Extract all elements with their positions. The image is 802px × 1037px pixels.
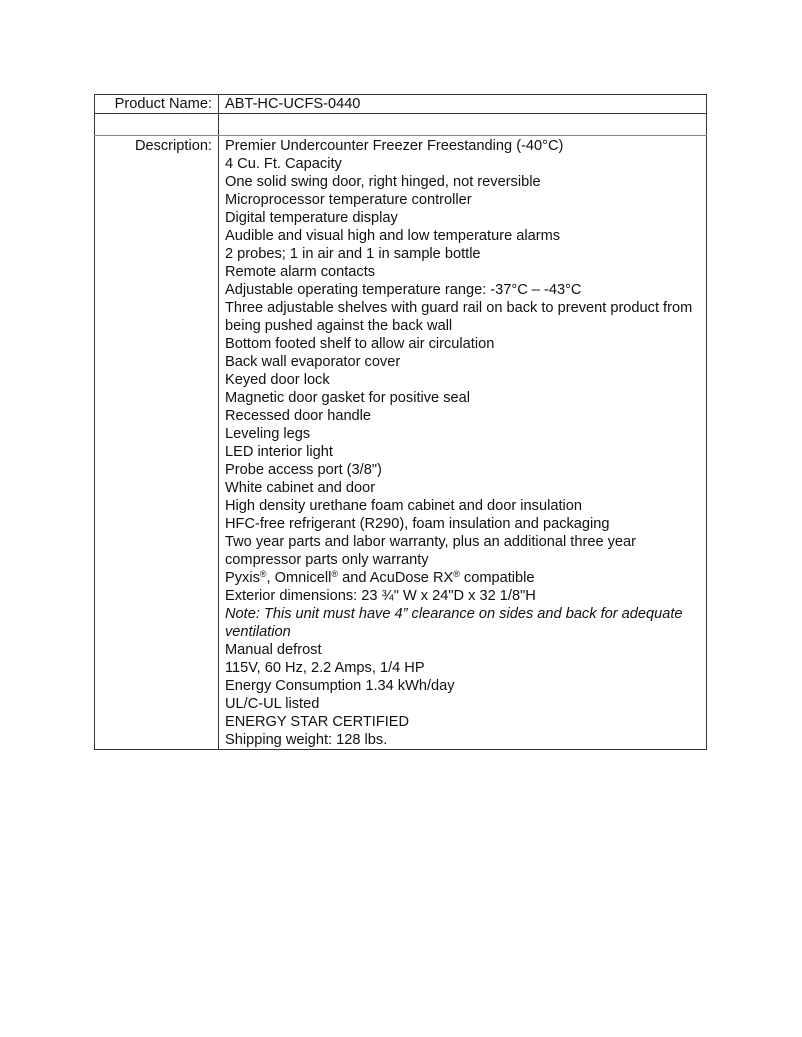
product-name-row <box>95 95 707 114</box>
registered-mark: ® <box>331 569 339 579</box>
description-line: Microprocessor temperature controller <box>225 192 472 208</box>
brand-omnicell: Omnicell <box>274 570 332 586</box>
compat-suffix: compatible <box>459 570 535 586</box>
description-label: Description: <box>95 136 219 750</box>
description-line: Audible and visual high and low temperature alarms <box>225 228 561 244</box>
description-value <box>219 136 707 750</box>
description-line: 4 Cu. Ft. Capacity <box>225 156 342 172</box>
description-line: High density urethane foam cabinet and door insulation <box>225 498 582 514</box>
product-name-value: ABT-HC-UCFS-0440 <box>219 95 707 114</box>
compatibility-line <box>225 569 702 587</box>
registered-mark: ® <box>259 569 267 579</box>
description-line: HFC-free refrigerant (R290), foam insulation and packaging <box>225 516 610 532</box>
description-line: Adjustable operating temperature range: -37°C – -43°C <box>225 282 582 298</box>
product-spec-table <box>94 94 707 750</box>
description-row <box>95 136 707 750</box>
description-line: ENERGY STAR CERTIFIED <box>225 714 410 730</box>
description-line: Exterior dimensions: 23 ¾" W x 24"D x 32 1/8"H <box>225 588 536 604</box>
description-line: Remote alarm contacts <box>225 264 376 280</box>
description-line: Back wall evaporator cover <box>225 354 401 370</box>
description-line: One solid swing door, right hinged, not reversible <box>225 174 541 190</box>
description-line: Two year parts and labor warranty, plus an additional three year compressor parts only warranty <box>225 534 637 568</box>
description-line: Manual defrost <box>225 642 322 658</box>
description-line: Recessed door handle <box>225 408 372 424</box>
description-line: Bottom footed shelf to allow air circulation <box>225 336 495 352</box>
description-line: Shipping weight: 128 lbs. <box>225 732 388 748</box>
description-line: Magnetic door gasket for positive seal <box>225 390 470 406</box>
description-line: Energy Consumption 1.34 kWh/day <box>225 678 455 694</box>
separator: , <box>266 570 275 586</box>
empty-row <box>95 114 707 136</box>
description-line: White cabinet and door <box>225 480 376 496</box>
separator: and <box>338 570 370 586</box>
description-line: UL/C-UL listed <box>225 696 320 712</box>
description-line: Probe access port (3/8") <box>225 462 382 478</box>
registered-mark: ® <box>453 569 460 579</box>
description-line: Three adjustable shelves with guard rail on back to prevent product from being pushed against the back wall <box>225 300 693 334</box>
brand-acudose: AcuDose RX <box>369 570 454 586</box>
description-line: Digital temperature display <box>225 210 398 226</box>
empty-value-cell <box>219 114 707 136</box>
description-line: 115V, 60 Hz, 2.2 Amps, 1/4 HP <box>225 660 425 676</box>
ventilation-note: Note: This unit must have 4” clearance on sides and back for adequate ventilation <box>225 606 683 640</box>
description-line: 2 probes; 1 in air and 1 in sample bottle <box>225 246 481 262</box>
product-name-label: Product Name: <box>95 95 219 114</box>
description-line: Leveling legs <box>225 426 311 442</box>
brand-pyxis: Pyxis <box>225 570 260 586</box>
empty-label-cell <box>95 114 219 136</box>
description-line: Premier Undercounter Freezer Freestanding (-40°C) <box>225 138 564 154</box>
description-line: LED interior light <box>225 444 333 460</box>
description-line: Keyed door lock <box>225 372 330 388</box>
